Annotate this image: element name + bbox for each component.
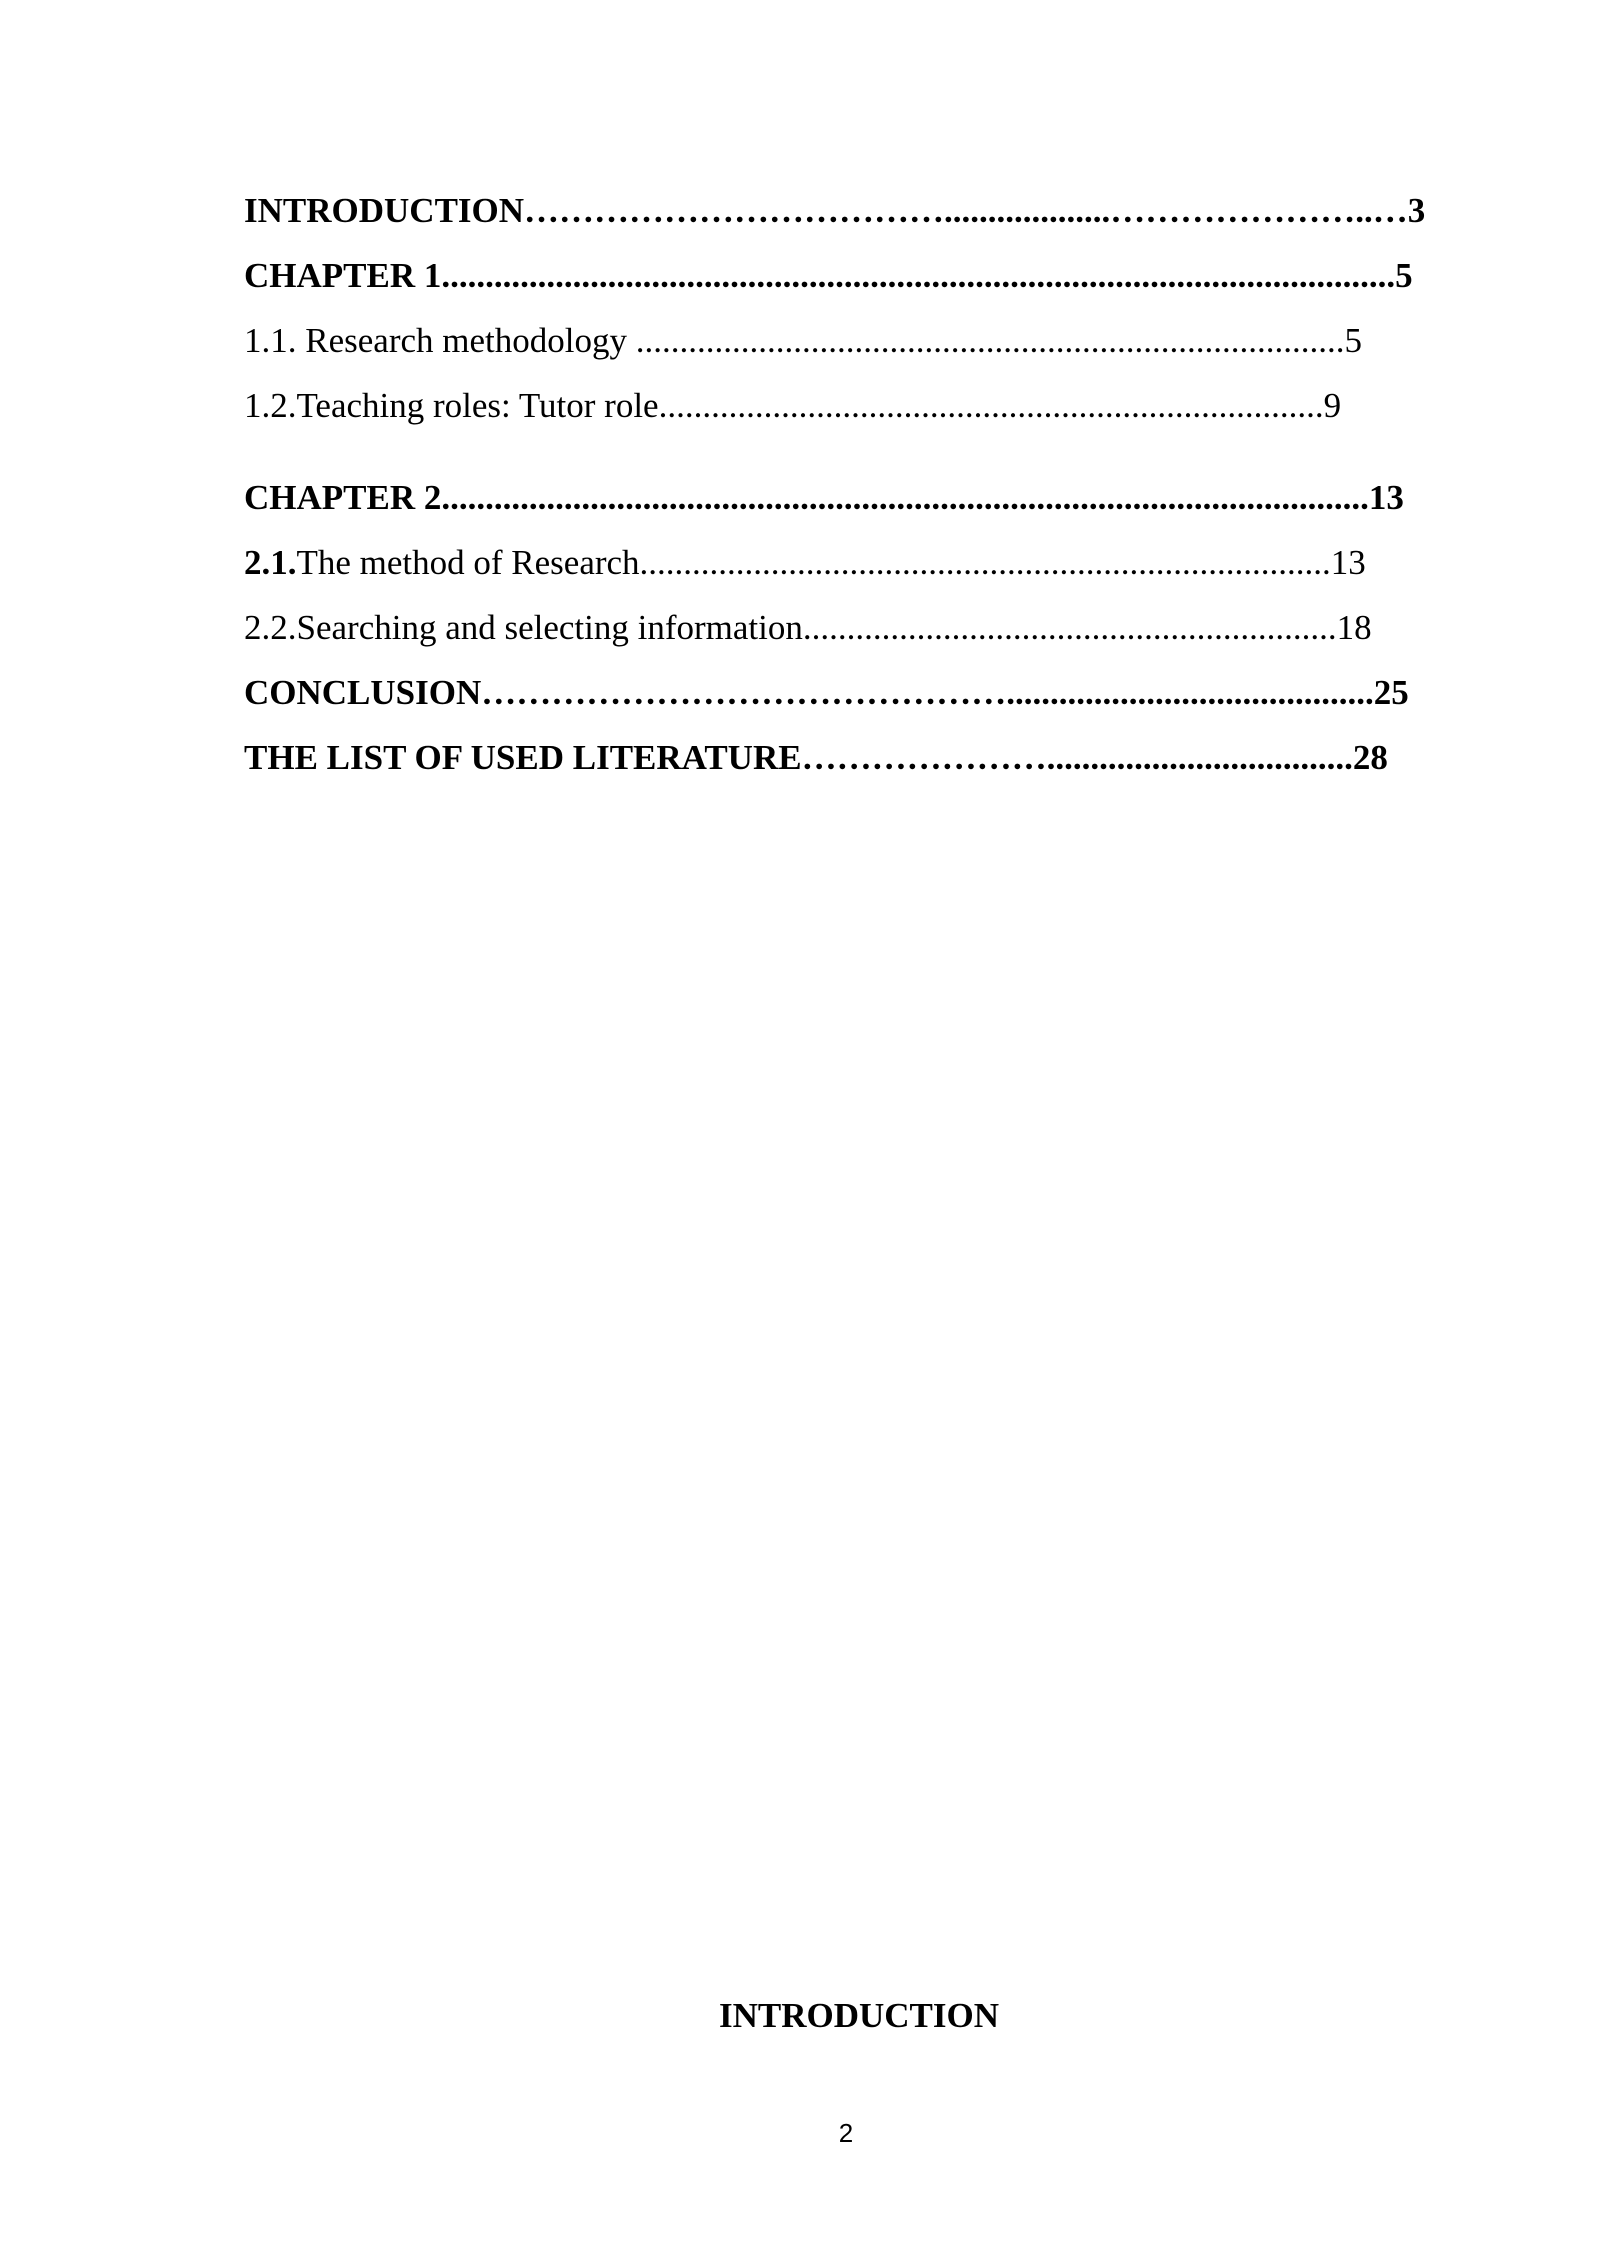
- toc-entry-section-2-1[interactable]: [244, 542, 1366, 584]
- section-heading: INTRODUCTION: [718, 1996, 1000, 2035]
- toc-entry-section-2-2[interactable]: 2.2.Searching and selecting information.............................................................18: [244, 608, 1372, 647]
- toc-entry-section-1-2[interactable]: 1.2.Teaching roles: Tutor role............................................................................9: [244, 386, 1342, 425]
- toc-section-number: 2.1.: [244, 543, 297, 582]
- toc-entry-chapter-2[interactable]: CHAPTER 2..........................................................................................................13: [244, 478, 1404, 517]
- toc-entry-conclusion[interactable]: CONCLUSION………………………………………..........................................25: [244, 673, 1409, 712]
- toc-entry-introduction[interactable]: INTRODUCTION………………………………...................…………………..…3: [244, 191, 1426, 230]
- toc-section-title: The method of Research...............................................................................13: [296, 543, 1366, 582]
- toc-entry-chapter-1[interactable]: CHAPTER 1.............................................................................................................5: [244, 256, 1413, 295]
- toc-entry-literature[interactable]: THE LIST OF USED LITERATURE…………………...................................28: [244, 738, 1388, 777]
- page-number: 2: [838, 2118, 854, 2148]
- toc-entry-section-1-1[interactable]: 1.1. Research methodology .................................................................................5: [244, 321, 1362, 360]
